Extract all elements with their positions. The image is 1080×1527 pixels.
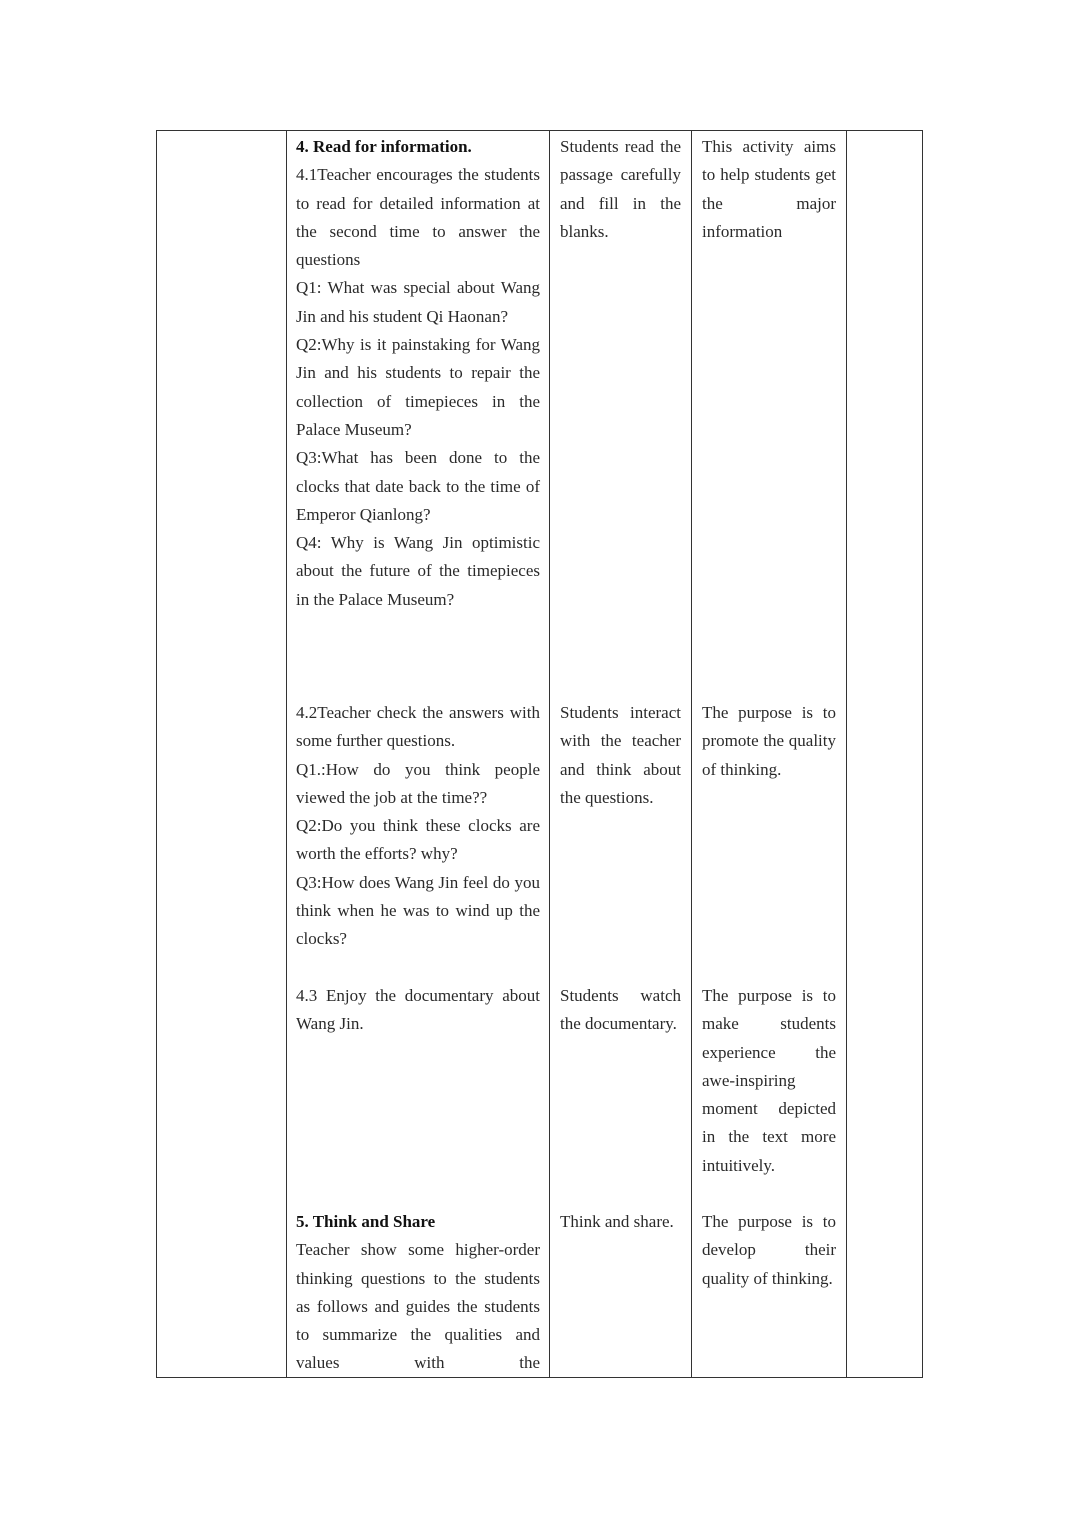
lesson-plan-table	[156, 130, 923, 1378]
question-text: Q2:Why is it painstaking for Wang Jin and his students to repair the collection of timepieces in the Palace Museum?	[296, 335, 540, 439]
purpose-text: The purpose is to make students experience the awe-inspiring moment depicted in the text more intuitively.	[702, 986, 836, 1175]
student-text: Think and share.	[560, 1212, 674, 1231]
question-text: Q4: Why is Wang Jin optimistic about the future of the timepieces in the Palace Museum?	[296, 533, 540, 609]
column-divider-4	[846, 131, 847, 1377]
column-divider-3	[691, 131, 692, 1377]
teacher-activity-4-2	[296, 699, 540, 954]
student-text: Students interact with the teacher and think about the questions.	[560, 703, 681, 807]
teacher-text: 4.3 Enjoy the documentary about Wang Jin.	[296, 986, 540, 1034]
purpose-text: This activity aims to help students get the major information	[702, 137, 836, 241]
section-5-heading: 5. Think and Share	[296, 1212, 436, 1231]
question-text: Q3:How does Wang Jin feel do you think when he was to wind up the clocks?	[296, 872, 540, 949]
section-4-heading: 4. Read for information.	[296, 137, 472, 156]
column-divider-1	[286, 131, 287, 1377]
question-text: Q2:Do you think these clocks are worth the efforts? why?	[296, 816, 540, 864]
student-text: Students read the passage carefully and fill in the blanks.	[560, 137, 681, 241]
column-divider-2	[549, 131, 550, 1377]
question-text: Q1.:How do you think people viewed the job at the time??	[296, 759, 540, 807]
purpose-5	[702, 1208, 836, 1293]
student-activity-4-2	[560, 699, 681, 812]
purpose-text: The purpose is to promote the quality of thinking.	[702, 703, 836, 779]
teacher-text: 4.1Teacher encourages the students to read for detailed information at the second time to answer the questions	[296, 165, 540, 270]
purpose-4-2	[702, 699, 836, 784]
purpose-4-3	[702, 982, 836, 1180]
student-activity-5	[560, 1208, 681, 1236]
student-text: Students watch the documentary.	[560, 986, 681, 1034]
purpose-text: The purpose is to develop their quality of thinking.	[702, 1212, 836, 1288]
student-activity-4-3	[560, 982, 681, 1039]
teacher-text: Teacher show some higher-order thinking questions to the students as follows and guides the students to summarize the qualities and values with the	[296, 1240, 540, 1373]
teacher-activity-4-1	[296, 133, 540, 614]
teacher-text: 4.2Teacher check the answers with some further questions.	[296, 703, 540, 751]
student-activity-4-1	[560, 133, 681, 246]
question-text: Q3:What has been done to the clocks that date back to the time of Emperor Qianlong?	[296, 448, 540, 524]
purpose-4-1	[702, 133, 836, 246]
teacher-activity-4-3	[296, 982, 540, 1039]
teacher-activity-5	[296, 1208, 540, 1378]
question-text: Q1: What was special about Wang Jin and his student Qi Haonan?	[296, 278, 540, 326]
